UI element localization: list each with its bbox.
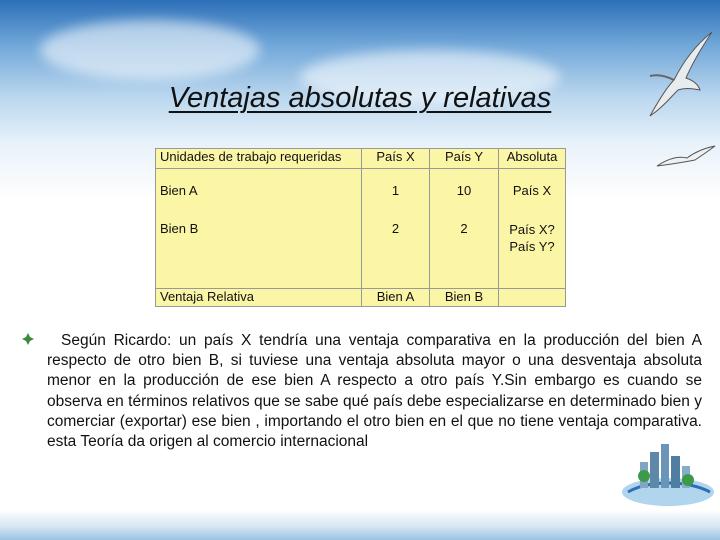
- table-header-cell: Absoluta: [499, 149, 566, 169]
- table-header-cell: País Y: [430, 149, 499, 169]
- table-cell: 10: [430, 169, 499, 218]
- table-row: [156, 169, 566, 218]
- table-footer-cell: Ventaja Relativa: [156, 289, 362, 307]
- table-cell-line: País X?: [509, 222, 555, 237]
- table-footer-cell: Bien B: [430, 289, 499, 307]
- footer-band: [0, 510, 720, 540]
- city-globe-icon: [618, 440, 718, 510]
- table-footer-cell: Bien A: [362, 289, 430, 307]
- table-row: [156, 217, 566, 277]
- table-footer-cell: [499, 289, 566, 307]
- table-cell: Bien A: [156, 169, 362, 218]
- table-cell: 1: [362, 169, 430, 218]
- slide-title: Ventajas absolutas y relativas: [168, 82, 552, 114]
- table-header-row: [156, 149, 566, 169]
- table-footer-row: [156, 289, 566, 307]
- table-cell: País X: [499, 169, 566, 218]
- table-cell: [499, 217, 566, 277]
- table-cell-line: País Y?: [509, 239, 555, 254]
- table-header-cell: País X: [362, 149, 430, 169]
- seagull-icon: [655, 142, 717, 172]
- table-cell: 2: [362, 217, 430, 277]
- table-cell: Bien B: [156, 217, 362, 277]
- table-header-cell: Unidades de trabajo requeridas: [156, 149, 362, 169]
- diamond-bullet-icon: [22, 333, 34, 348]
- table-row: [156, 277, 566, 289]
- comparison-table: [155, 148, 566, 307]
- cloud-decoration: [40, 20, 260, 80]
- table-cell: 2: [430, 217, 499, 277]
- body-paragraph: Según Ricardo: un país X tendría una ventaja comparativa en la producción del bien A respecto de otro bien B, si tuviese una ventaja absoluta mayor o una desventaja absoluta menor en la producción de ese bien A respecto a otro país Y.Sin embargo es cuando se observa en términos relativos que se sabe qué país debe especializarse en determinado bien y comerciar (exportar) ese bien , importando el otro bien en el que no tiene ventaja comparativa. esta Teoría da origen al comercio internacional: [47, 332, 702, 451]
